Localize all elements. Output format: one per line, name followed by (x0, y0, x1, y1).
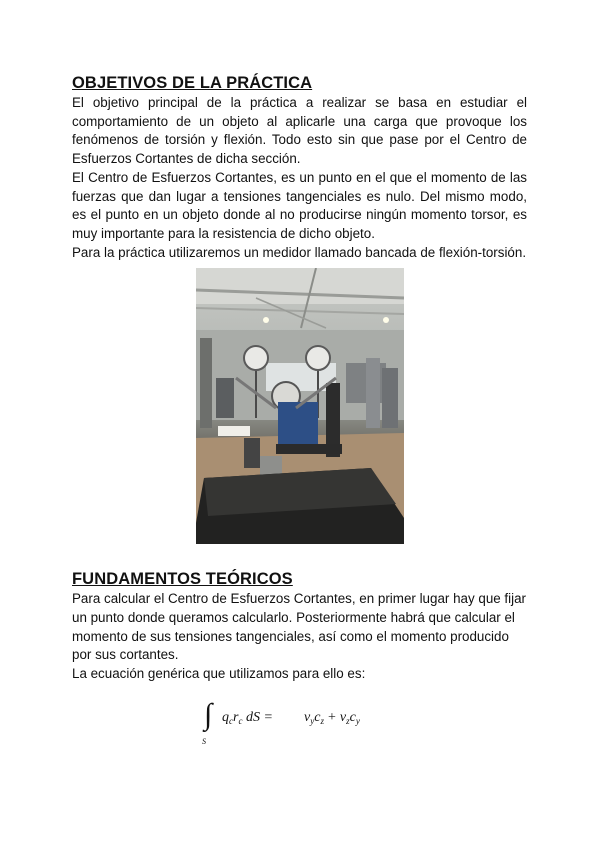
term1-c: c (313, 709, 320, 725)
bancada-illustration (196, 268, 404, 544)
plus-sign: + (327, 709, 336, 725)
lhs-r: r (232, 709, 238, 725)
lhs-differential: dS = (241, 709, 273, 725)
section-heading-fundamentos: FUNDAMENTOS TEÓRICOS (72, 570, 293, 589)
svg-text:vycz+vzcy (304, 710, 360, 726)
term2-c-sub: y (355, 715, 360, 726)
term2-v-sub: z (345, 715, 350, 726)
term1-v-sub: y (309, 715, 314, 726)
section-heading-objetivos: OBJETIVOS DE LA PRÁCTICA (72, 74, 313, 92)
lhs-r-sub: c (237, 715, 242, 726)
paragraph-centro: El Centro de Esfuerzos Cortantes, es un punto en el que el momento de las fuerzas que dan lugar a tensiones tangenciales es nulo. Del mismo modo, es el punto en un objeto donde al no producirse ningún momento torsor, es muy importante para la resistencia de dicho objeto. (72, 169, 527, 241)
integral-subscript: S (201, 736, 206, 746)
paragraph-ecuacion: La ecuación genérica que utilizamos para ello es: (72, 666, 366, 682)
paragraph-calculo: Para calcular el Centro de Esfuerzos Cortantes, en primer lugar hay que fijar un punto donde queramos calcularlo. Posteriormente habrá que calcular el momento de sus tensiones tangenciales, así como el momento producido por sus cortantes. (72, 591, 527, 663)
figure (72, 268, 527, 544)
term1-c-sub: z (319, 715, 324, 726)
lhs-q: q (221, 709, 229, 725)
paragraph-objective: El objetivo principal de la práctica a realizar se basa en estudiar el comportamiento de un objeto al aplicarle una carga que provoque los fenómenos de torsión y flexión. Todo esto sin que pase por el Centro de Esfuerzos Cortantes de dicha sección. (72, 95, 527, 167)
term1-v: v (303, 709, 310, 725)
lab-photo-bancada (196, 268, 404, 544)
formula-svg (200, 696, 400, 746)
integral-sign: ∫ (203, 697, 212, 731)
paragraph-medidor: Para la práctica utilizaremos un medidor llamado bancada de flexión-torsión. (72, 244, 527, 260)
term2-v: v (339, 709, 346, 725)
document-page (72, 72, 527, 746)
term2-c: c (349, 709, 356, 725)
lhs-q-sub: c (228, 715, 233, 726)
svg-text:qcrc dS = (222, 710, 273, 726)
formula-equation (72, 696, 527, 746)
